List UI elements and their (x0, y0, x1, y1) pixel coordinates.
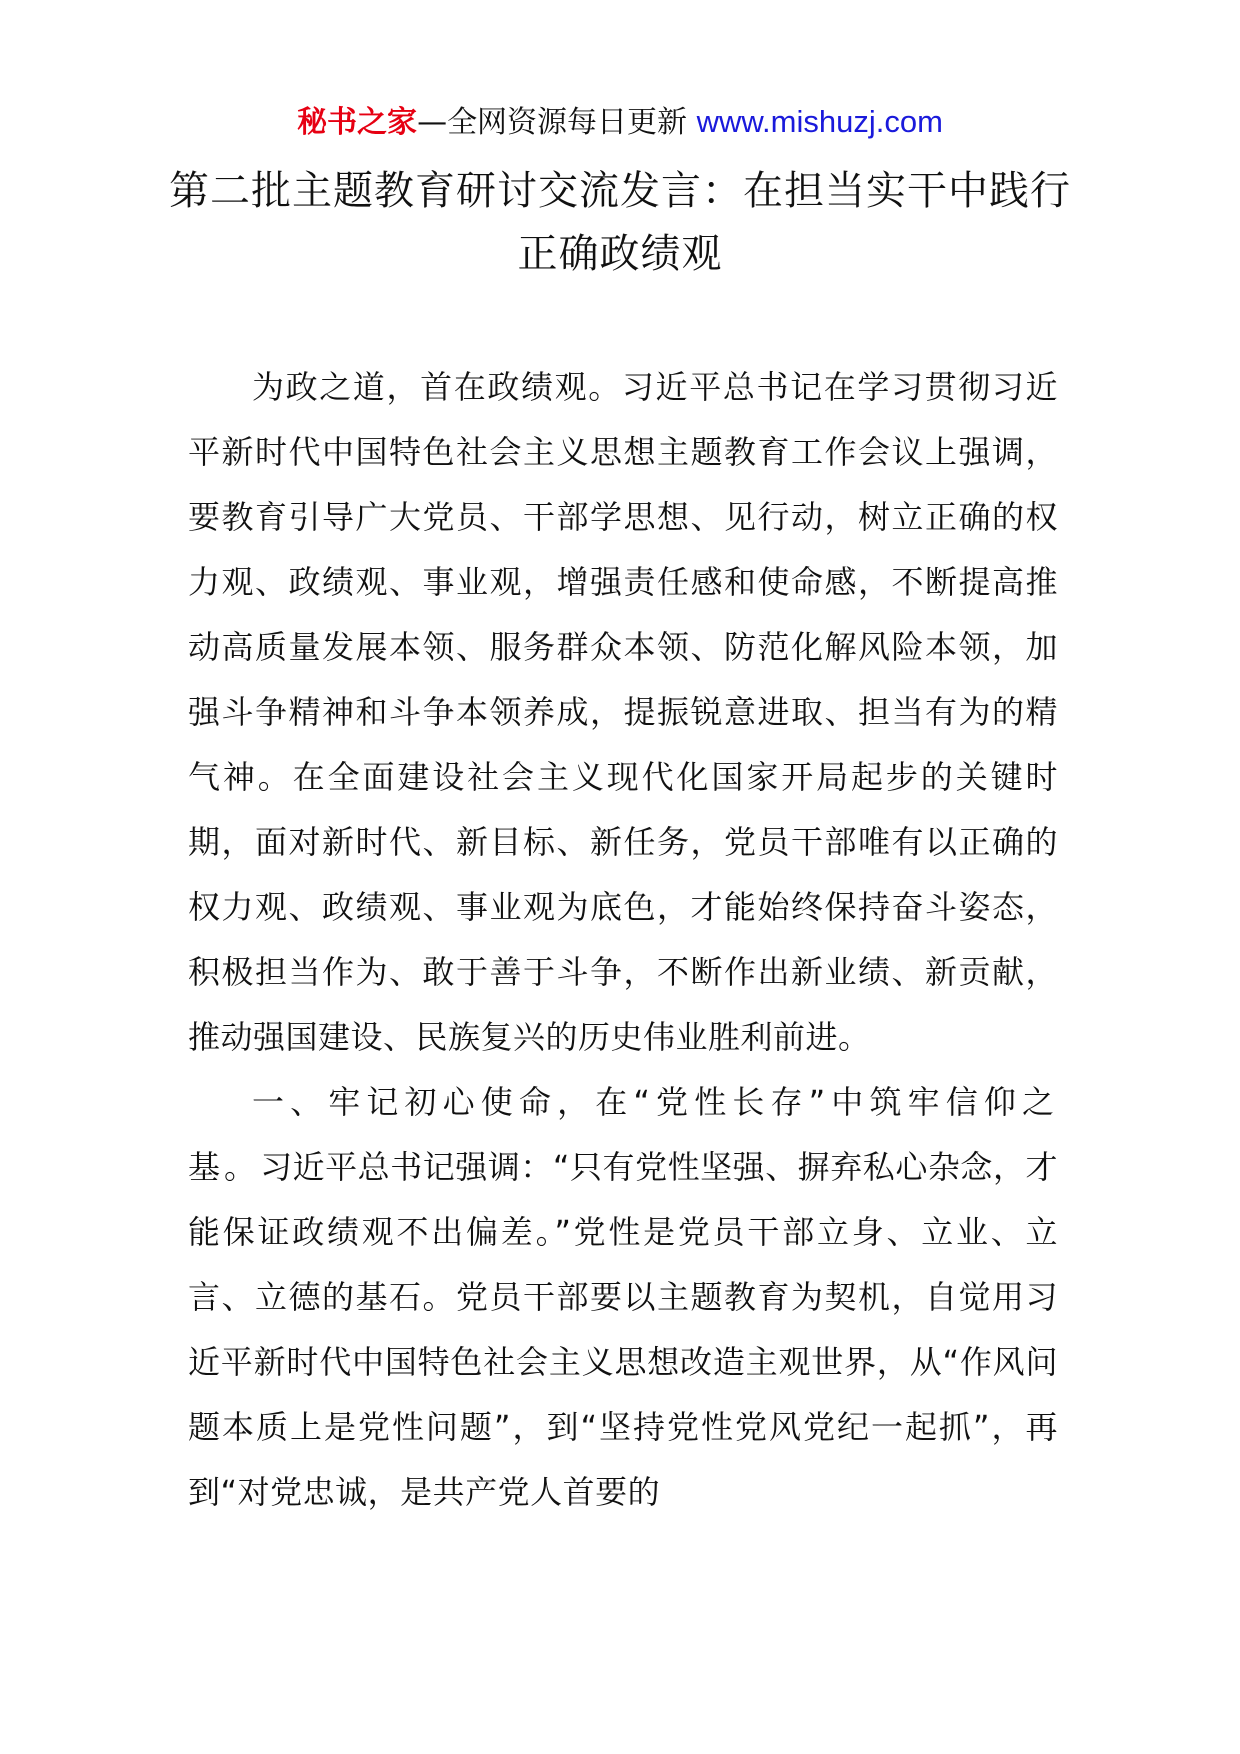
intro-paragraph: 为政之道，首在政绩观。习近平总书记在学习贯彻习近平新时代中国特色社会主义思想主题教育工作会议上强调，要教育引导广大党员、干部学思想、见行动，树立正确的权力观、政绩观、事业观，增强责任感和使命感，不断提高推动高质量发展本领、服务群众本领、防范化解风险本领，加强斗争精神和斗争本领养成，提振锐意进取、担当有为的精气神。在全面建设社会主义现代化国家开局起步的关键时期，面对新时代、新目标、新任务，党员干部唯有以正确的权力观、政绩观、事业观为底色，才能始终保持奋斗姿态，积极担当作为、敢于善于斗争，不断作出新业绩、新贡献，推动强国建设、民族复兴的历史伟业胜利前进。 (188, 368, 1058, 1056)
document-body (188, 355, 1058, 1525)
document-title: 第二批主题教育研讨交流发言：在担当实干中践行正确政绩观 (169, 168, 1071, 277)
section-one-paragraph (188, 1070, 1058, 1525)
site-header (0, 100, 1240, 145)
section-one-heading: 一、牢记初心使命，在“党性长存”中筑牢信仰之基。 (188, 1083, 1058, 1186)
site-name: 秘书之家 (297, 105, 418, 140)
site-tagline: —全网资源每日更新 (417, 105, 688, 140)
site-url-link[interactable]: www.mishuzj.com (696, 104, 943, 139)
section-one-text: 习近平总书记强调：“只有党性坚强、摒弃私心杂念，才能保证政绩观不出偏差。”党性是党员干部立身、立业、立言、立德的基石。党员干部要以主题教育为契机，自觉用习近平新时代中国特色社会主义思想改造主观世界，从“作风问题本质上是党性问题”，到“坚持党性党风党纪一起抓”，再到“对党忠诚，是共产党人首要的 (188, 1148, 1058, 1511)
